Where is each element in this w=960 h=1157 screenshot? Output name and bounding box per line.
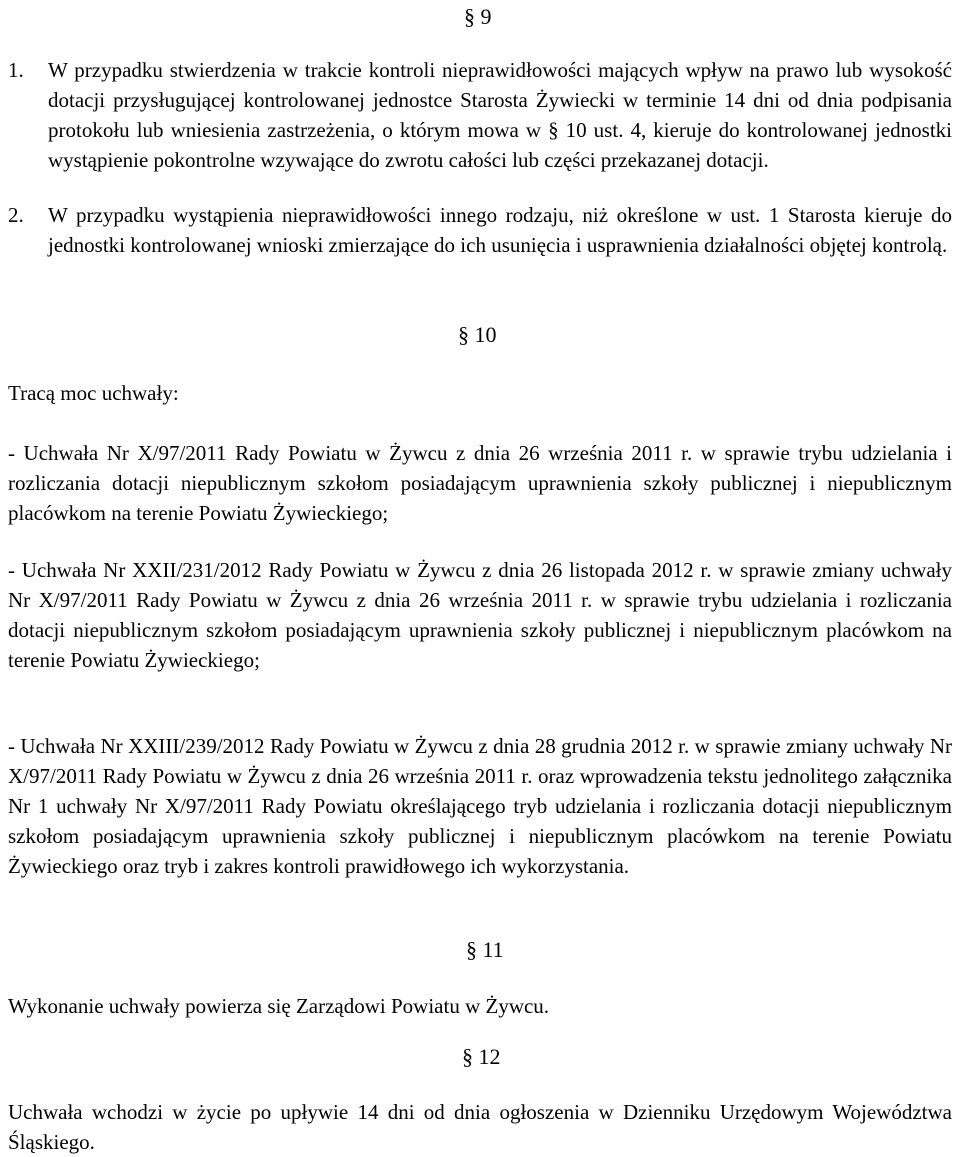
repealed-act-1: - Uchwała Nr X/97/2011 Rady Powiatu w Żywcu z dnia 26 września 2011 r. w sprawie trybu udzielania i rozliczania dotacji niepublicznym szkołom posiadającym uprawnienia szkoły publicznej i niepublicznym placówkom na terenie Powiatu Żywieckiego; xyxy=(8,441,952,525)
repealed-act-3: - Uchwała Nr XXIII/239/2012 Rady Powiatu w Żywcu z dnia 28 grudnia 2012 r. w sprawie zmiany uchwały Nr X/97/2011 Rady Powiatu w Żywcu z dnia 26 września 2011 r. oraz wprowadzenia tekstu jednolitego załącznika Nr 1 uchwały Nr X/97/2011 Rady Powiatu określającego tryb udzielania i rozliczania dotacji niepublicznym szkołom posiadającym uprawnienia szkoły publicznej i niepublicznym placówkom na terenie Powiatu Żywieckiego oraz tryb i zakres kontroli prawidłowego ich wykorzystania. xyxy=(8,734,952,878)
paragraph-1-number: 1. xyxy=(8,58,24,82)
paragraph-2-text: W przypadku wystąpienia nieprawidłowości innego rodzaju, niż określone w ust. 1 Starosta kieruje do jednostki kontrolowanej wnioski zmierzające do ich usunięcia i usprawnienia działalności objętej kontrolą. xyxy=(48,203,952,257)
paragraph-1-text: W przypadku stwierdzenia w trakcie kontroli nieprawidłowości mających wpływ na prawo lub wysokość dotacji przysługującej kontrolowanej jednostce Starosta Żywiecki w terminie 14 dni od dnia podpisania protokołu lub wniesienia zastrzeżenia, o którym mowa w § 10 ust. 4, kieruje do kontrolowanej jednostki wystąpienie pokontrolne wzywające do zwrotu całości lub części przekazanej dotacji. xyxy=(48,58,952,172)
section-11-heading: § 11 xyxy=(466,937,504,962)
paragraph-1 xyxy=(8,55,952,175)
repealed-act-2: - Uchwała Nr XXII/231/2012 Rady Powiatu w Żywcu z dnia 26 listopada 2012 r. w sprawie zmiany uchwały Nr X/97/2011 Rady Powiatu w Żywcu z dnia 26 września 2011 r. w sprawie trybu udzielania i rozliczania dotacji niepublicznym szkołom posiadającym uprawnienia szkoły publicznej i niepublicznym placówkom na terenie Powiatu Żywieckiego; xyxy=(8,558,952,672)
section-9-heading: § 9 xyxy=(464,4,492,29)
section-12-heading: § 12 xyxy=(462,1044,501,1069)
paragraph-2-number: 2. xyxy=(8,203,24,227)
section-11-text: Wykonanie uchwały powierza się Zarządowi Powiatu w Żywcu. xyxy=(8,994,550,1018)
paragraph-2 xyxy=(8,200,952,260)
section-10-heading: § 10 xyxy=(458,322,497,347)
section-10-intro: Tracą moc uchwały: xyxy=(8,381,179,405)
section-12-text: Uchwała wchodzi w życie po upływie 14 dni od dnia ogłoszenia w Dzienniku Urzędowym Województwa Śląskiego. xyxy=(8,1100,952,1154)
